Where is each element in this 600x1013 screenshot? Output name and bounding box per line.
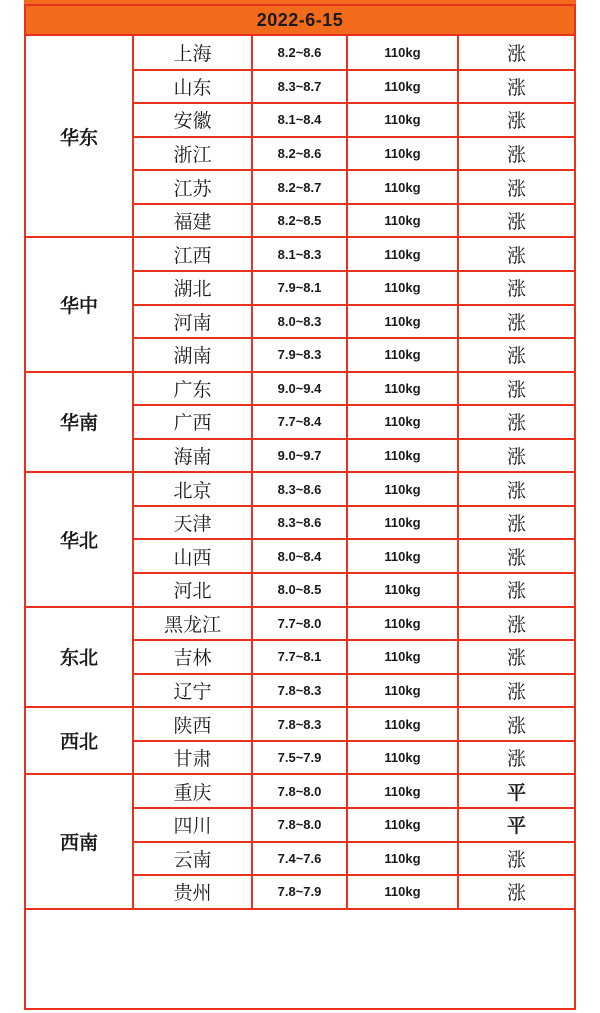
price-range-cell: 8.3~8.7	[252, 70, 347, 104]
price-range-cell: 9.0~9.7	[252, 439, 347, 473]
trend-cell: 涨	[458, 539, 574, 573]
price-range-cell: 7.8~8.3	[252, 674, 347, 708]
trend-cell: 涨	[458, 204, 574, 238]
pig-price-table	[26, 36, 574, 910]
province-cell: 海南	[133, 439, 252, 473]
price-range-cell: 8.3~8.6	[252, 506, 347, 540]
trend-cell: 涨	[458, 506, 574, 540]
trend-cell: 涨	[458, 170, 574, 204]
weight-cell: 110kg	[347, 271, 458, 305]
trend-cell: 涨	[458, 338, 574, 372]
trend-cell: 涨	[458, 137, 574, 171]
weight-cell: 110kg	[347, 170, 458, 204]
table-row	[26, 36, 574, 70]
weight-cell: 110kg	[347, 70, 458, 104]
price-range-cell: 7.7~8.0	[252, 607, 347, 641]
province-cell: 河南	[133, 305, 252, 339]
price-range-cell: 8.3~8.6	[252, 472, 347, 506]
trend-cell: 涨	[458, 707, 574, 741]
trend-cell: 涨	[458, 237, 574, 271]
weight-cell: 110kg	[347, 237, 458, 271]
weight-cell: 110kg	[347, 875, 458, 909]
price-range-cell: 8.0~8.3	[252, 305, 347, 339]
price-range-cell: 7.4~7.6	[252, 842, 347, 876]
weight-cell: 110kg	[347, 137, 458, 171]
trend-cell: 涨	[458, 36, 574, 70]
price-range-cell: 7.8~8.0	[252, 774, 347, 808]
price-range-cell: 7.9~8.3	[252, 338, 347, 372]
weight-cell: 110kg	[347, 405, 458, 439]
price-range-cell: 8.2~8.5	[252, 204, 347, 238]
province-cell: 山西	[133, 539, 252, 573]
province-cell: 四川	[133, 808, 252, 842]
region-cell: 西北	[26, 707, 133, 774]
weight-cell: 110kg	[347, 305, 458, 339]
trend-cell: 涨	[458, 103, 574, 137]
weight-cell: 110kg	[347, 372, 458, 406]
trend-cell: 涨	[458, 573, 574, 607]
trend-cell: 涨	[458, 439, 574, 473]
province-cell: 云南	[133, 842, 252, 876]
price-range-cell: 7.7~8.4	[252, 405, 347, 439]
weight-cell: 110kg	[347, 607, 458, 641]
price-range-cell: 8.2~8.6	[252, 36, 347, 70]
weight-cell: 110kg	[347, 204, 458, 238]
weight-cell: 110kg	[347, 103, 458, 137]
trend-cell: 涨	[458, 875, 574, 909]
trend-cell: 涨	[458, 607, 574, 641]
trend-cell: 涨	[458, 472, 574, 506]
price-table-frame	[24, 4, 576, 1010]
table-row	[26, 372, 574, 406]
province-cell: 江西	[133, 237, 252, 271]
price-range-cell: 7.8~7.9	[252, 875, 347, 909]
weight-cell: 110kg	[347, 774, 458, 808]
province-cell: 湖北	[133, 271, 252, 305]
province-cell: 黑龙江	[133, 607, 252, 641]
trend-cell: 涨	[458, 842, 574, 876]
province-cell: 福建	[133, 204, 252, 238]
trend-cell: 平	[458, 774, 574, 808]
weight-cell: 110kg	[347, 741, 458, 775]
weight-cell: 110kg	[347, 573, 458, 607]
weight-cell: 110kg	[347, 506, 458, 540]
province-cell: 天津	[133, 506, 252, 540]
province-cell: 安徽	[133, 103, 252, 137]
trend-cell: 涨	[458, 70, 574, 104]
weight-cell: 110kg	[347, 338, 458, 372]
price-range-cell: 7.7~8.1	[252, 640, 347, 674]
weight-cell: 110kg	[347, 842, 458, 876]
table-row	[26, 774, 574, 808]
weight-cell: 110kg	[347, 640, 458, 674]
price-range-cell: 7.8~8.0	[252, 808, 347, 842]
trend-cell: 平	[458, 808, 574, 842]
region-cell: 华中	[26, 237, 133, 371]
trend-cell: 涨	[458, 305, 574, 339]
price-range-cell: 7.5~7.9	[252, 741, 347, 775]
region-cell: 华南	[26, 372, 133, 473]
trend-cell: 涨	[458, 640, 574, 674]
province-cell: 甘肃	[133, 741, 252, 775]
price-range-cell: 7.9~8.1	[252, 271, 347, 305]
price-range-cell: 8.2~8.7	[252, 170, 347, 204]
trend-cell: 涨	[458, 405, 574, 439]
region-cell: 华东	[26, 36, 133, 237]
province-cell: 陕西	[133, 707, 252, 741]
trend-cell: 涨	[458, 741, 574, 775]
region-cell: 东北	[26, 607, 133, 708]
weight-cell: 110kg	[347, 439, 458, 473]
province-cell: 浙江	[133, 137, 252, 171]
price-range-cell: 8.0~8.4	[252, 539, 347, 573]
region-cell: 华北	[26, 472, 133, 606]
province-cell: 重庆	[133, 774, 252, 808]
price-range-cell: 7.8~8.3	[252, 707, 347, 741]
province-cell: 上海	[133, 36, 252, 70]
province-cell: 湖南	[133, 338, 252, 372]
table-row	[26, 607, 574, 641]
price-range-cell: 8.1~8.4	[252, 103, 347, 137]
table-row	[26, 472, 574, 506]
trend-cell: 涨	[458, 674, 574, 708]
weight-cell: 110kg	[347, 539, 458, 573]
province-cell: 广东	[133, 372, 252, 406]
province-cell: 北京	[133, 472, 252, 506]
province-cell: 江苏	[133, 170, 252, 204]
weight-cell: 110kg	[347, 707, 458, 741]
weight-cell: 110kg	[347, 674, 458, 708]
weight-cell: 110kg	[347, 472, 458, 506]
province-cell: 辽宁	[133, 674, 252, 708]
trend-cell: 涨	[458, 271, 574, 305]
region-cell: 西南	[26, 774, 133, 908]
price-range-cell: 8.0~8.5	[252, 573, 347, 607]
price-range-cell: 8.2~8.6	[252, 137, 347, 171]
date-header: 2022-6-15	[26, 6, 574, 36]
price-range-cell: 8.1~8.3	[252, 237, 347, 271]
price-range-cell: 9.0~9.4	[252, 372, 347, 406]
province-cell: 河北	[133, 573, 252, 607]
weight-cell: 110kg	[347, 36, 458, 70]
province-cell: 吉林	[133, 640, 252, 674]
table-row	[26, 237, 574, 271]
province-cell: 贵州	[133, 875, 252, 909]
trend-cell: 涨	[458, 372, 574, 406]
table-row	[26, 707, 574, 741]
province-cell: 广西	[133, 405, 252, 439]
weight-cell: 110kg	[347, 808, 458, 842]
province-cell: 山东	[133, 70, 252, 104]
table-body	[26, 36, 574, 909]
